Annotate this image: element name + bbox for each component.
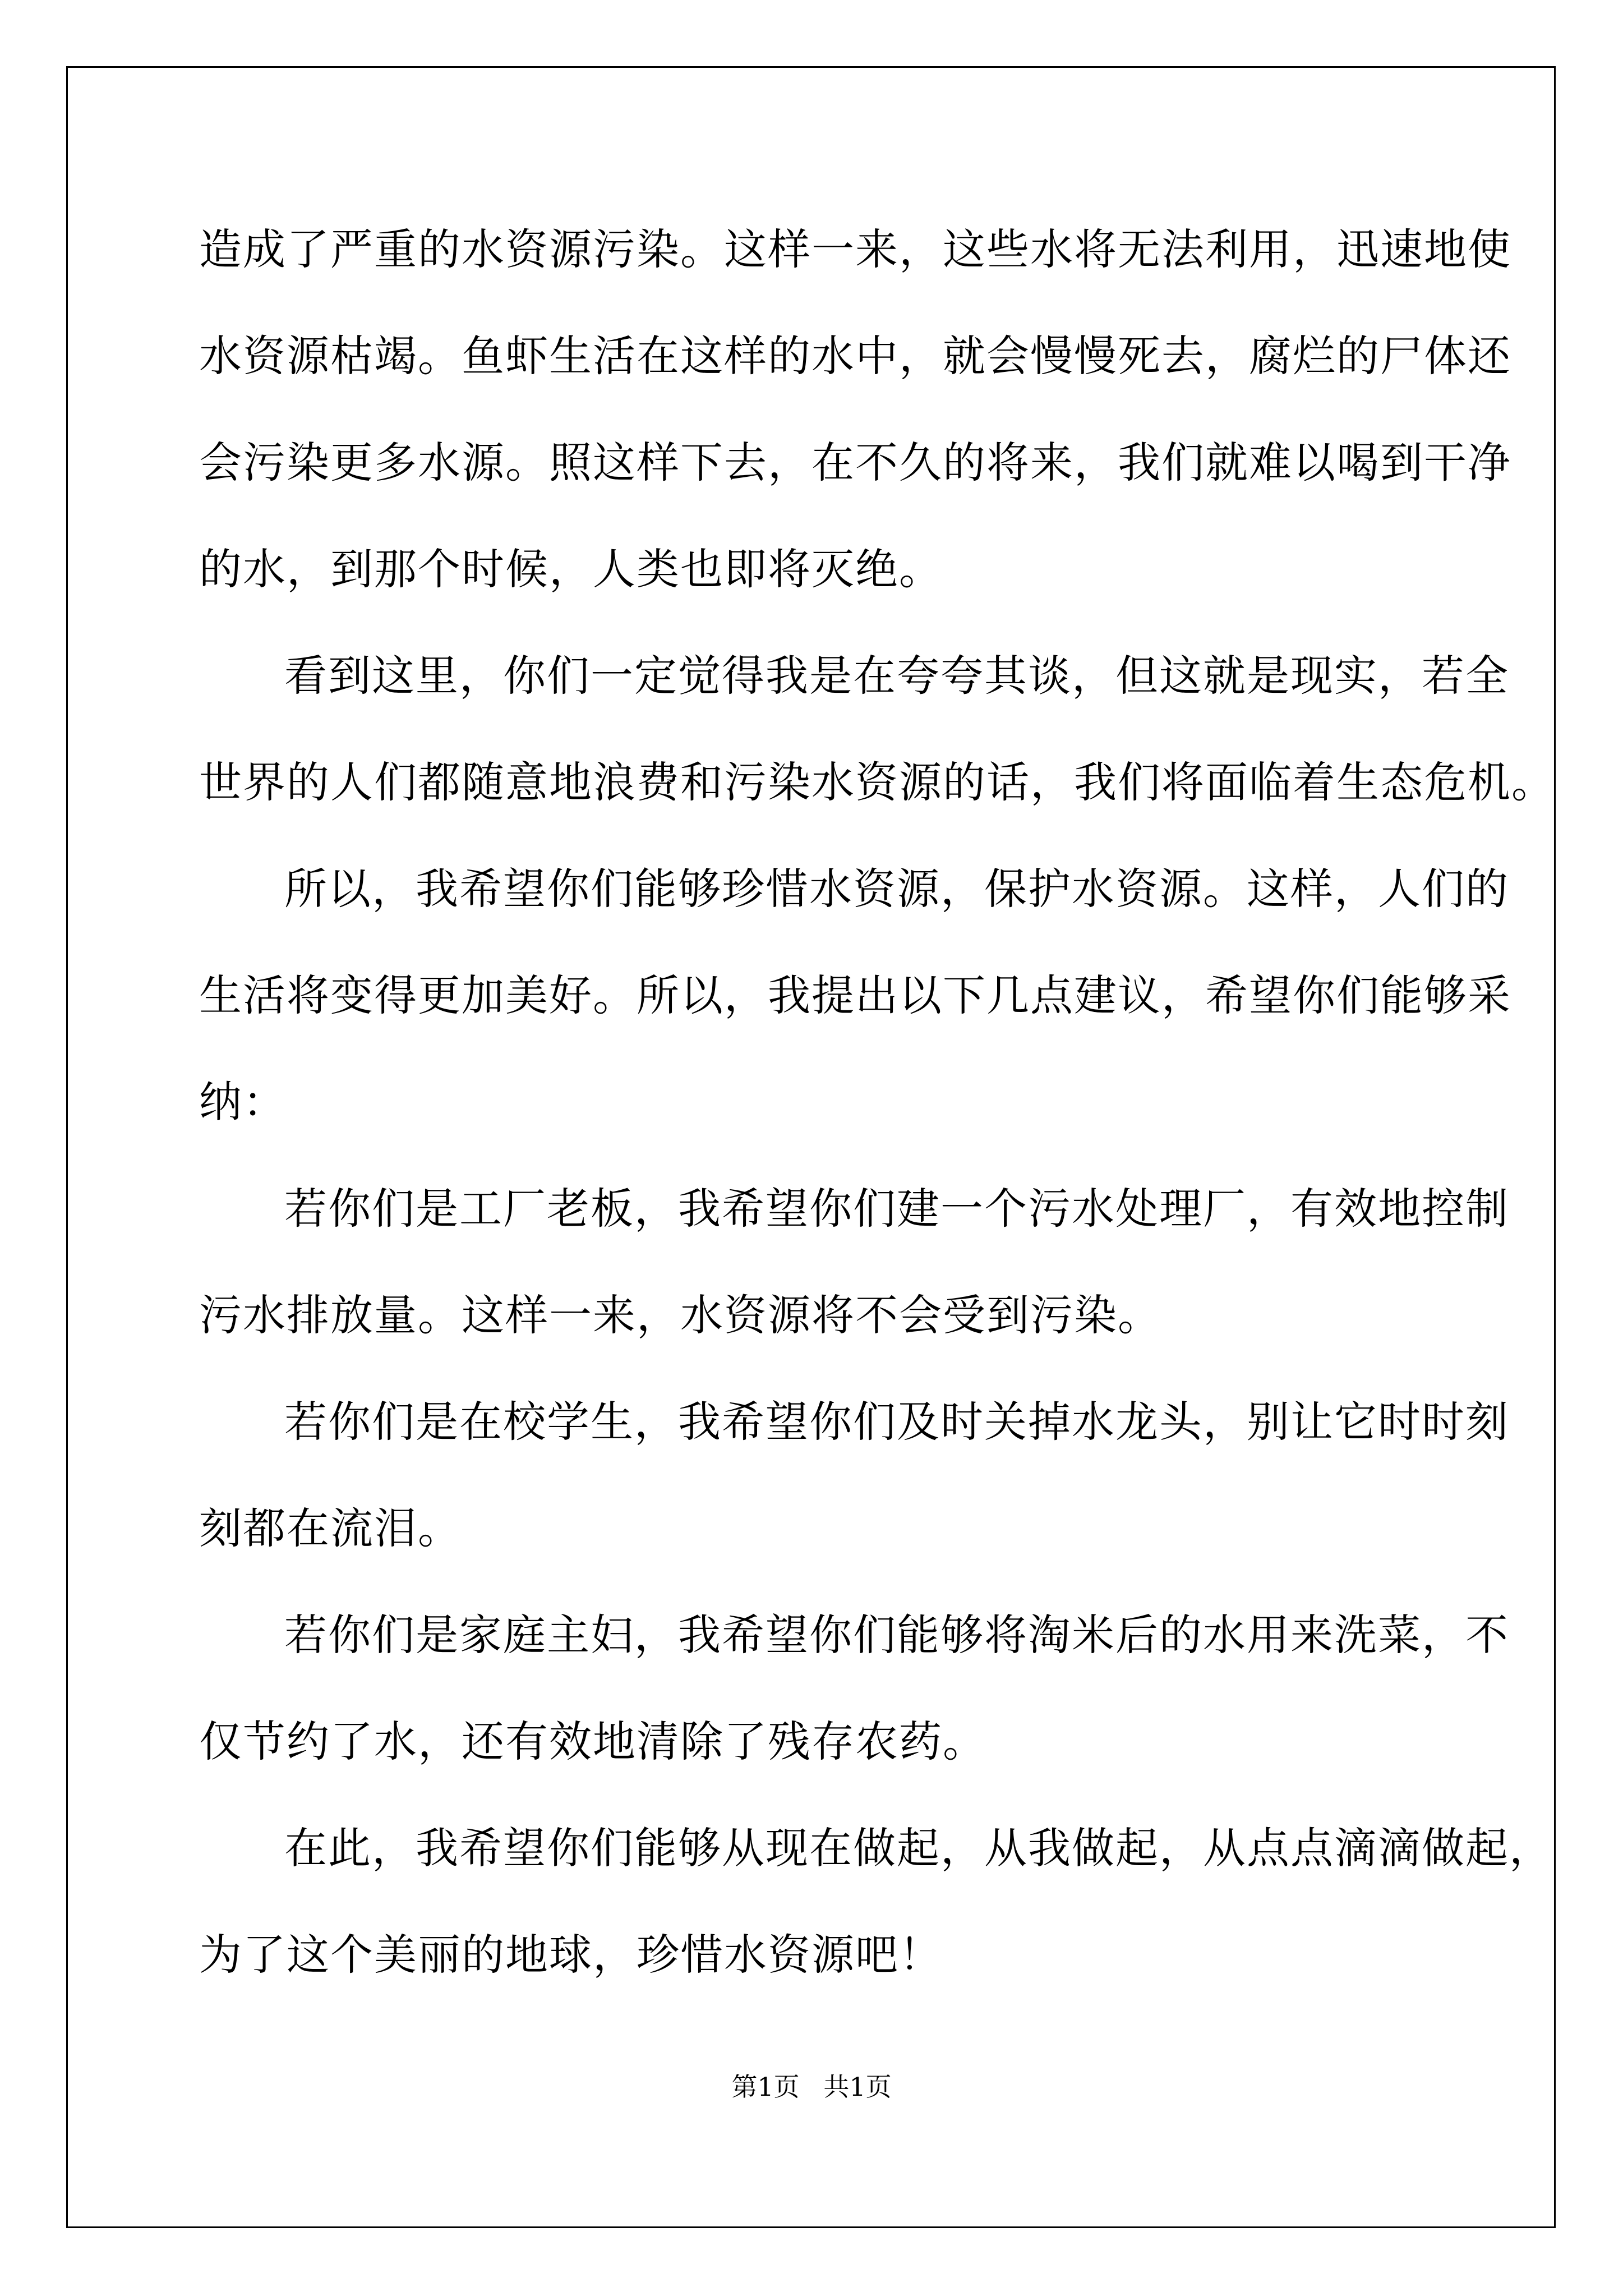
- text-line: 看到这里，你们一定觉得我是在夸夸其谈，但这就是现实，若全: [284, 651, 1509, 701]
- page-total: 共1页: [823, 2072, 892, 2102]
- text-line: 造成了严重的水资源污染。这样一来，这些水将无法利用，迅速地使: [199, 224, 1511, 274]
- text-line: 若你们是在校学生，我希望你们及时关掉水龙头，别让它时时刻: [284, 1397, 1509, 1447]
- text-line: 若你们是家庭主妇，我希望你们能够将淘米后的水用来洗菜，不: [284, 1610, 1509, 1660]
- text-line: 纳：: [199, 1077, 287, 1127]
- text-line: 的水，到那个时候，人类也即将灭绝。: [199, 544, 943, 594]
- text-line: 生活将变得更加美好。所以，我提出以下几点建议，希望你们能够采: [199, 970, 1511, 1020]
- text-line: 所以，我希望你们能够珍惜水资源，保护水资源。这样，人们的: [284, 864, 1509, 914]
- text-line: 为了这个美丽的地球，珍惜水资源吧！: [199, 1930, 943, 1980]
- page-footer: [0, 2070, 1623, 2104]
- document-body: [199, 196, 1555, 2008]
- text-line: 若你们是工厂老板，我希望你们建一个污水处理厂，有效地控制: [284, 1184, 1509, 1234]
- text-line: 污水排放量。这样一来，水资源将不会受到污染。: [199, 1290, 1161, 1340]
- text-line: 在此，我希望你们能够从现在做起，从我做起，从点点滴滴做起，: [284, 1823, 1553, 1873]
- text-line: 会污染更多水源。照这样下去，在不久的将来，我们就难以喝到干净: [199, 438, 1511, 487]
- page-number: 第1页: [731, 2072, 800, 2102]
- text-line: 世界的人们都随意地浪费和污染水资源的话，我们将面临着生态危机。: [199, 757, 1555, 807]
- text-line: 刻都在流泪。: [199, 1503, 462, 1553]
- text-line: 仅节约了水，还有效地清除了残存农药。: [199, 1717, 986, 1766]
- text-line: 水资源枯竭。鱼虾生活在这样的水中，就会慢慢死去，腐烂的尸体还: [199, 331, 1511, 381]
